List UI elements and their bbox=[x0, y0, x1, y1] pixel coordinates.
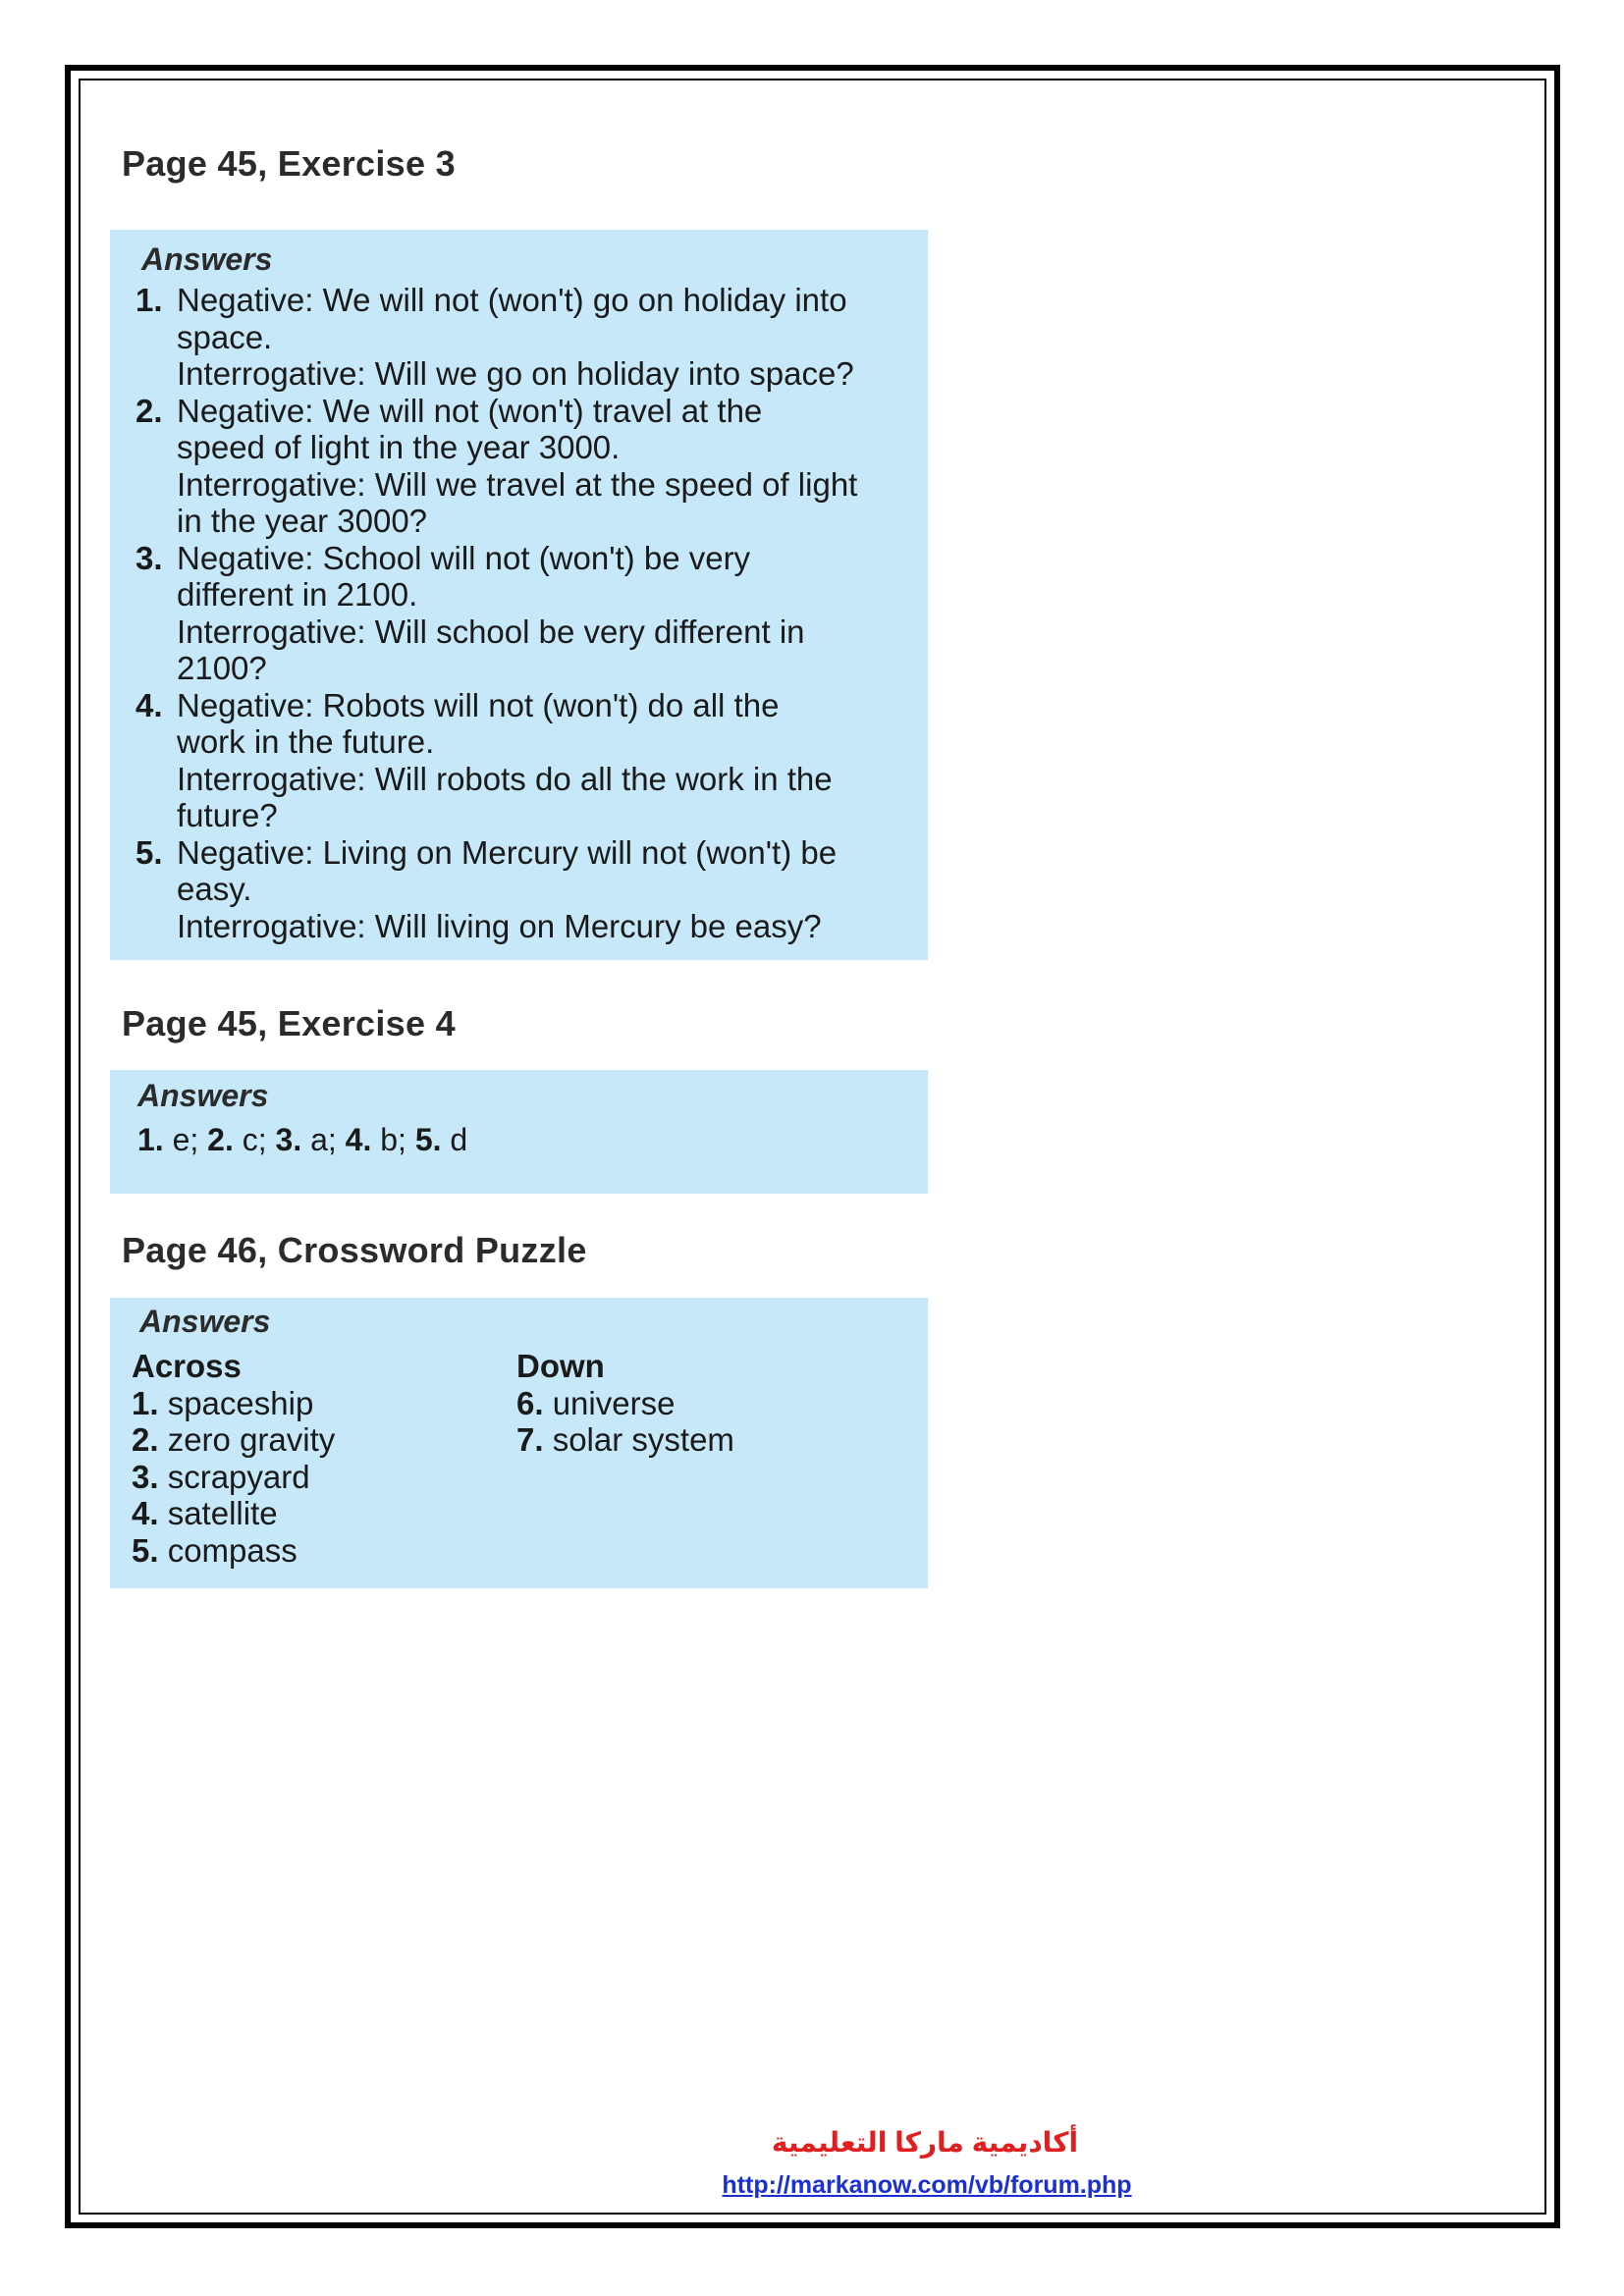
match-number: 2. bbox=[207, 1122, 234, 1157]
answer-line: Interrogative: Will we travel at the speed of light bbox=[177, 465, 858, 503]
answer-line: Interrogative: Will we go on holiday into space? bbox=[177, 355, 854, 392]
answer-text bbox=[177, 540, 928, 687]
answers-label: Answers bbox=[137, 1078, 269, 1113]
match-letter: a bbox=[310, 1122, 328, 1157]
answer-line: 2100? bbox=[177, 650, 267, 686]
crossword-entry bbox=[516, 1421, 734, 1459]
crossword-number: 2. bbox=[132, 1421, 159, 1458]
answer-line: space. bbox=[177, 318, 273, 355]
match-number: 5. bbox=[414, 1122, 442, 1157]
answer-item bbox=[135, 393, 928, 540]
across-heading: Across bbox=[132, 1348, 242, 1384]
footer-url-link[interactable]: http://markanow.com/vb/forum.php bbox=[722, 2171, 1132, 2199]
match-number: 3. bbox=[275, 1122, 302, 1157]
match-separator: ; bbox=[327, 1122, 337, 1157]
answer-line: in the year 3000? bbox=[177, 503, 428, 539]
answer-line: Negative: School will not (won't) be very bbox=[177, 539, 751, 576]
answer-line: future? bbox=[177, 797, 278, 833]
match-separator: ; bbox=[257, 1122, 267, 1157]
crossword-word: universe bbox=[552, 1384, 676, 1421]
crossword-entry bbox=[132, 1459, 516, 1496]
match-letter: e bbox=[172, 1122, 190, 1157]
crossword-word: compass bbox=[167, 1531, 298, 1569]
section-title-exercise-3: Page 45, Exercise 3 bbox=[122, 143, 456, 184]
answer-item bbox=[135, 282, 928, 393]
crossword-number: 7. bbox=[516, 1421, 544, 1458]
answer-line: Interrogative: Will school be very different in bbox=[177, 613, 805, 650]
answer-line: Negative: Living on Mercury will not (won't) be bbox=[177, 833, 838, 871]
crossword-entry bbox=[132, 1495, 516, 1532]
answer-number: 5. bbox=[135, 833, 163, 871]
answer-box-crossword bbox=[110, 1298, 928, 1588]
answer-text bbox=[177, 834, 928, 945]
answer-line: Interrogative: Will robots do all the work in the bbox=[177, 760, 833, 797]
answer-text bbox=[177, 282, 928, 393]
footer-site-name: أكاديمية ماركا التعليمية bbox=[771, 2127, 1079, 2158]
crossword-entry bbox=[132, 1385, 516, 1422]
answer-line: easy. bbox=[177, 871, 252, 907]
match-separator: ; bbox=[398, 1122, 406, 1157]
answer-number: 4. bbox=[135, 686, 163, 723]
answer-box-exercise-3 bbox=[110, 230, 928, 960]
across-column bbox=[132, 1348, 516, 1569]
answer-line: Interrogative: Will living on Mercury be easy? bbox=[177, 907, 822, 944]
crossword-entry bbox=[516, 1385, 734, 1422]
answer-item bbox=[135, 687, 928, 834]
answers-label: Answers bbox=[141, 241, 273, 277]
section-title-exercise-4: Page 45, Exercise 4 bbox=[122, 1003, 456, 1043]
answer-line: speed of light in the year 3000. bbox=[177, 429, 621, 465]
answer-number: 1. bbox=[135, 282, 163, 318]
match-answers-row bbox=[137, 1122, 928, 1158]
match-number: 1. bbox=[137, 1122, 164, 1157]
answer-item bbox=[135, 540, 928, 687]
down-heading: Down bbox=[516, 1348, 605, 1384]
answers-label: Answers bbox=[139, 1304, 271, 1339]
down-column bbox=[516, 1348, 734, 1569]
crossword-number: 5. bbox=[132, 1531, 159, 1569]
crossword-number: 6. bbox=[516, 1384, 544, 1421]
match-separator: ; bbox=[189, 1122, 199, 1157]
answer-line: Negative: We will not (won't) go on holiday into bbox=[177, 282, 847, 318]
answer-number: 3. bbox=[135, 539, 163, 576]
answer-item bbox=[135, 834, 928, 945]
crossword-word: satellite bbox=[167, 1495, 278, 1531]
answer-line: different in 2100. bbox=[177, 576, 418, 613]
answer-line: Negative: We will not (won't) travel at the bbox=[177, 392, 763, 429]
answer-text bbox=[177, 687, 928, 834]
match-letter: d bbox=[450, 1122, 468, 1157]
crossword-word: scrapyard bbox=[167, 1458, 310, 1495]
crossword-word: solar system bbox=[552, 1421, 734, 1458]
answer-box-exercise-4 bbox=[110, 1070, 928, 1194]
answer-line: Negative: Robots will not (won't) do all the bbox=[177, 686, 780, 723]
match-letter: b bbox=[380, 1122, 399, 1157]
crossword-word: spaceship bbox=[167, 1384, 314, 1421]
crossword-entry bbox=[132, 1532, 516, 1570]
section-title-crossword: Page 46, Crossword Puzzle bbox=[122, 1230, 587, 1270]
match-number: 4. bbox=[345, 1122, 372, 1157]
answer-list bbox=[135, 282, 928, 944]
crossword-entry bbox=[132, 1421, 516, 1459]
crossword-word: zero gravity bbox=[167, 1421, 336, 1458]
answer-line: work in the future. bbox=[177, 723, 435, 760]
match-letter: c bbox=[242, 1122, 258, 1157]
crossword-number: 1. bbox=[132, 1384, 159, 1421]
answer-number: 2. bbox=[135, 392, 163, 429]
crossword-number: 4. bbox=[132, 1495, 159, 1531]
crossword-number: 3. bbox=[132, 1458, 159, 1495]
answer-text bbox=[177, 393, 928, 540]
